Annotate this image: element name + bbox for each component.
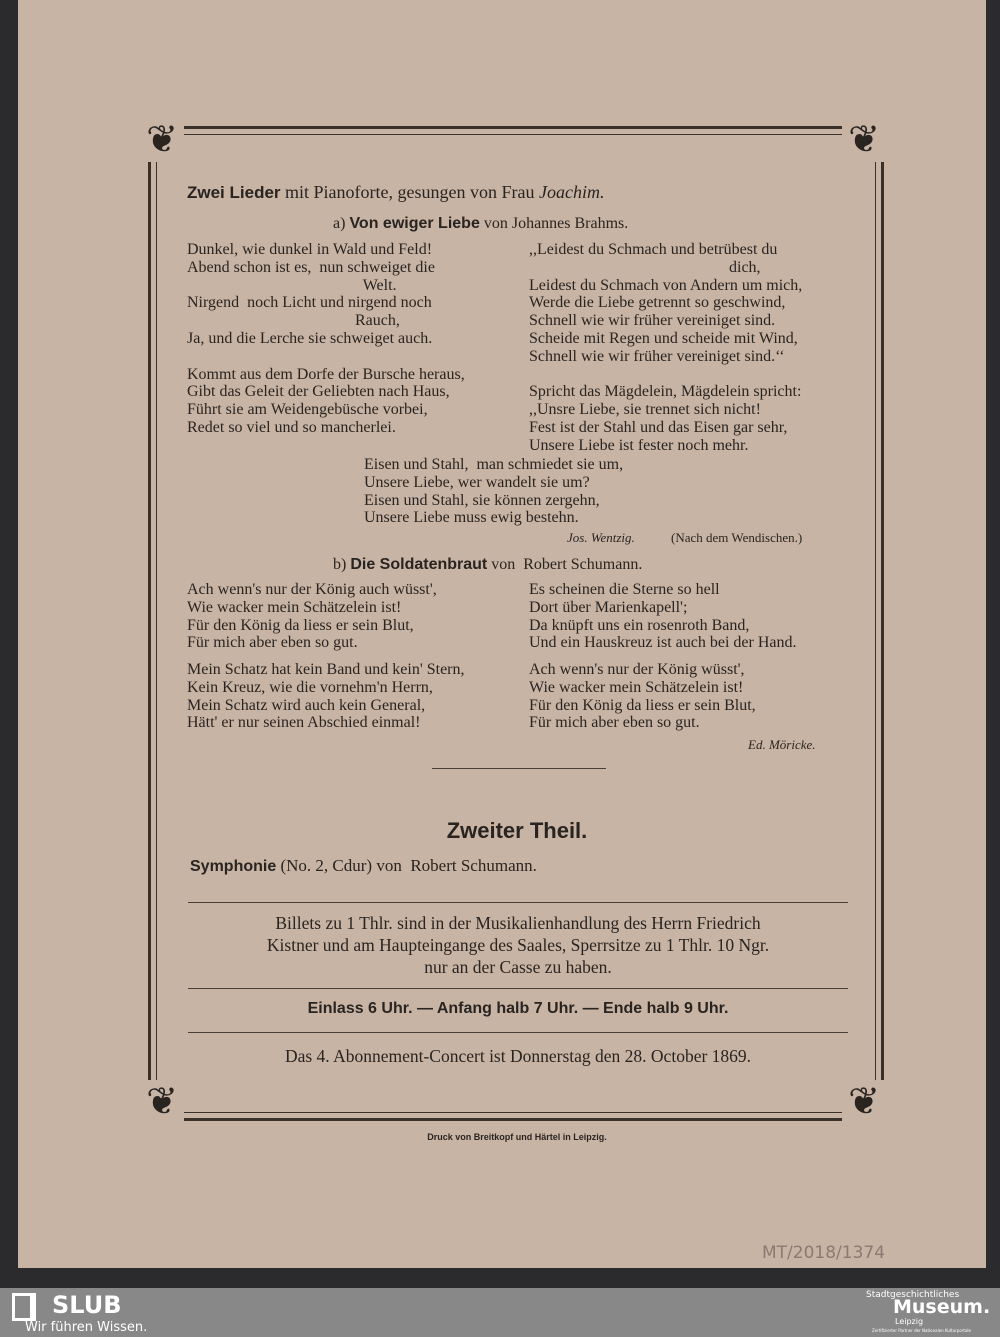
divider	[432, 768, 606, 769]
song-b-left-stanza-1: Ach wenn's nur der König auch wüsst', Wie wacker mein Schätzelein ist! Für den König da liess er sein Blut, Für mich aber eben so gut.	[187, 581, 437, 652]
song-a-source: (Nach dem Wendischen.)	[671, 530, 803, 545]
song-b-left-stanza-2: Mein Schatz hat kein Band und kein' Stern, Kein Kreuz, wie die vornehm'n Herrn, Mein Schatz wird auch kein General, Hätt' er nur seinen Abschied einmal!	[187, 661, 465, 732]
printer-credit: Druck von Breitkopf und Härtel in Leipzig.	[427, 1132, 607, 1142]
museum-logo[interactable]: Museum.	[893, 1296, 991, 1318]
song-title: Die Soldatenbraut	[350, 556, 488, 573]
part2-title: Zweiter Theil.	[446, 818, 588, 843]
song-a-left-column: Dunkel, wie dunkel in Wald und Feld! Abend schon ist es, nun schweiget die Welt. Nirgend noch Licht und nirgend noch Rauch, Ja, und die Lerche sie schweiget auch. Kommt aus dem Dorfe der Bursche heraus, Gibt das Geleit der Geliebten nach Haus, Führt sie am Weidengebüsche vorbei, Redet so viel und so mancherlei.	[187, 241, 465, 436]
song-a-author: Jos. Wentzig.	[567, 530, 635, 545]
corner-ornament-icon: ❦	[842, 1080, 886, 1124]
slub-logo-text[interactable]: SLUB	[52, 1291, 122, 1319]
divider	[188, 1032, 848, 1033]
time-schedule: Einlass 6 Uhr. — Anfang halb 7 Uhr. — Ende halb 9 Uhr.	[307, 1000, 729, 1017]
corner-ornament-icon: ❦	[842, 118, 886, 162]
song-b-right-stanza-2: Ach wenn's nur der König wüsst', Wie wacker mein Schätzelein ist! Für den König da liess er sein Blut, Für mich aber eben so gut.	[529, 661, 756, 732]
museum-top: Stadtgeschichtliches	[866, 1290, 960, 1300]
singer-name: Joachim.	[539, 182, 605, 202]
slub-logo-icon	[12, 1293, 36, 1321]
symphony-bold: Symphonie	[190, 858, 277, 875]
symphony-text: (No. 2, Cdur) von Robert Schumann.	[276, 856, 537, 875]
divider	[188, 902, 848, 903]
song-b-author: Ed. Möricke.	[748, 737, 816, 752]
slub-tagline: Wir führen Wissen.	[25, 1320, 148, 1335]
part1-heading	[187, 183, 604, 202]
divider	[188, 988, 848, 989]
song-composer: von Robert Schumann.	[487, 556, 643, 573]
song-label: b)	[333, 556, 347, 573]
ticket-info: Billets zu 1 Thlr. sind in der Musikalienhandlung des Herrn Friedrich Kistner und am Haupteingange des Saales, Sperrsitze zu 1 Thlr. 10 Ngr. nur an der Casse zu haben.	[266, 913, 770, 977]
song-a-final-stanza: Eisen und Stahl, man schmiedet sie um, Unsere Liebe, wer wandelt sie um? Eisen und Stahl, sie können zergehn, Unsere Liebe muss ewig bestehn.	[364, 456, 624, 527]
corner-ornament-icon: ❦	[140, 118, 184, 162]
song-b-title	[333, 556, 642, 574]
symphony-line	[190, 857, 537, 876]
song-composer: von Johannes Brahms.	[479, 215, 629, 232]
heading-text: mit Pianoforte, gesungen von Frau	[280, 182, 539, 202]
song-a-right-column: ,,Leidest du Schmach und betrübest du dich, Leidest du Schmach von Andern um mich, Werde die Liebe getrennt so geschwind, Schnell wie wir früher vereiniget sind. Scheide mit Regen und scheide mit Wind, Schnell wie wir früher vereiniget sind.‘‘ Spricht das Mägdelein, Mägdelein spricht: ,,Unsre Liebe, sie trennet sich nicht! Fest ist der Stahl und das Eisen gar sehr, Unsere Liebe ist fester noch mehr.	[529, 241, 803, 454]
archive-mark: MT/2018/1374	[762, 1243, 886, 1263]
song-label: a)	[333, 215, 346, 232]
heading-bold: Zwei Lieder	[187, 183, 281, 202]
song-a-title	[333, 215, 628, 233]
corner-ornament-icon: ❦	[140, 1080, 184, 1124]
song-b-right-stanza-1: Es scheinen die Sterne so hell Dort über Marienkapell'; Da knüpft uns ein rosenroth Band, Und ein Hauskreuz ist auch bei der Hand.	[529, 581, 797, 652]
song-title: Von ewiger Liebe	[349, 215, 480, 232]
museum-city: Leipzig	[895, 1317, 924, 1326]
footer-bar	[0, 1288, 1000, 1337]
museum-note: Zertifizierter Partner der Nationalen Kulturportale	[872, 1328, 972, 1333]
next-concert: Das 4. Abonnement-Concert ist Donnerstag den 28. October 1869.	[284, 1046, 752, 1066]
